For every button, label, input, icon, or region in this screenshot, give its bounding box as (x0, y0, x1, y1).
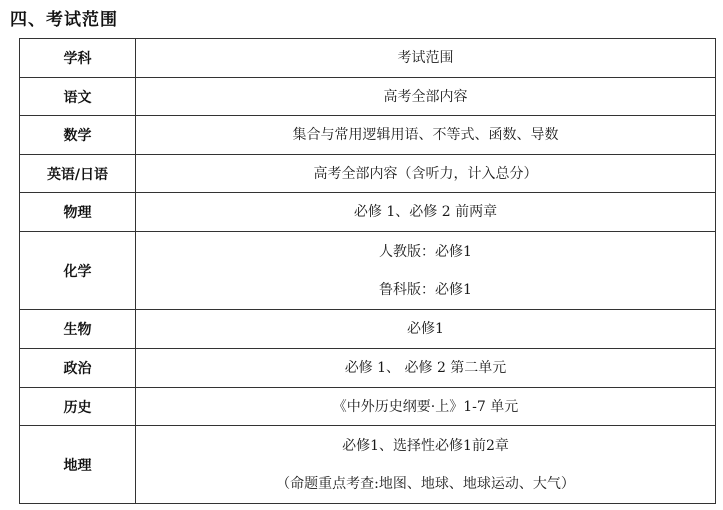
scope-line: 必修 1、 必修 2 第二单元 (344, 360, 507, 376)
subject-cell: 化学 (20, 232, 136, 310)
scope-cell (136, 426, 716, 504)
scope-line: （命题重点考查:地图、地球、地球运动、大气） (276, 475, 575, 492)
table-row (20, 232, 716, 310)
table-row (20, 78, 716, 116)
subject-cell: 生物 (20, 310, 136, 349)
table-row (20, 426, 716, 504)
scope-line: 必修1、选择性必修1前2章 (342, 437, 509, 454)
scope-line: 人教版：必修1 (379, 243, 472, 260)
subject-cell: 政治 (20, 349, 136, 388)
subject-cell: 历史 (20, 388, 136, 426)
table-row (20, 116, 716, 155)
table-row (20, 155, 716, 193)
header-scope-label: 考试范围 (397, 50, 454, 66)
header-subject: 学科 (20, 39, 136, 78)
scope-cell (136, 78, 716, 116)
scope-line: 集合与常用逻辑用语、不等式、函数、导数 (292, 127, 559, 143)
scope-line: 高考全部内容 (383, 88, 468, 105)
subject-cell: 物理 (20, 193, 136, 232)
scope-cell (136, 310, 716, 349)
subject-cell: 数学 (20, 116, 136, 155)
scope-line: 鲁科版：必修1 (379, 281, 472, 298)
section-title: 四、考试范围 (10, 10, 118, 30)
scope-cell (136, 193, 716, 232)
scope-cell (136, 349, 716, 388)
table-row (20, 388, 716, 426)
scope-line: 必修1 (407, 321, 444, 337)
table-row (20, 349, 716, 388)
scope-cell (136, 155, 716, 193)
scope-cell (136, 116, 716, 155)
scope-line: 《中外历史纲要·上》1-7 单元 (332, 398, 519, 415)
table-row (20, 193, 716, 232)
scope-line: 必修 1、必修 2 前两章 (353, 204, 498, 220)
scope-cell (136, 388, 716, 426)
table-header-row (20, 39, 716, 78)
subject-cell: 英语/日语 (20, 155, 136, 193)
scope-cell (136, 232, 716, 310)
header-scope (136, 39, 716, 78)
exam-scope-table (19, 38, 716, 504)
scope-line: 高考全部内容（含听力，计入总分） (313, 165, 538, 182)
table-row (20, 310, 716, 349)
subject-cell: 语文 (20, 78, 136, 116)
subject-cell: 地理 (20, 426, 136, 504)
